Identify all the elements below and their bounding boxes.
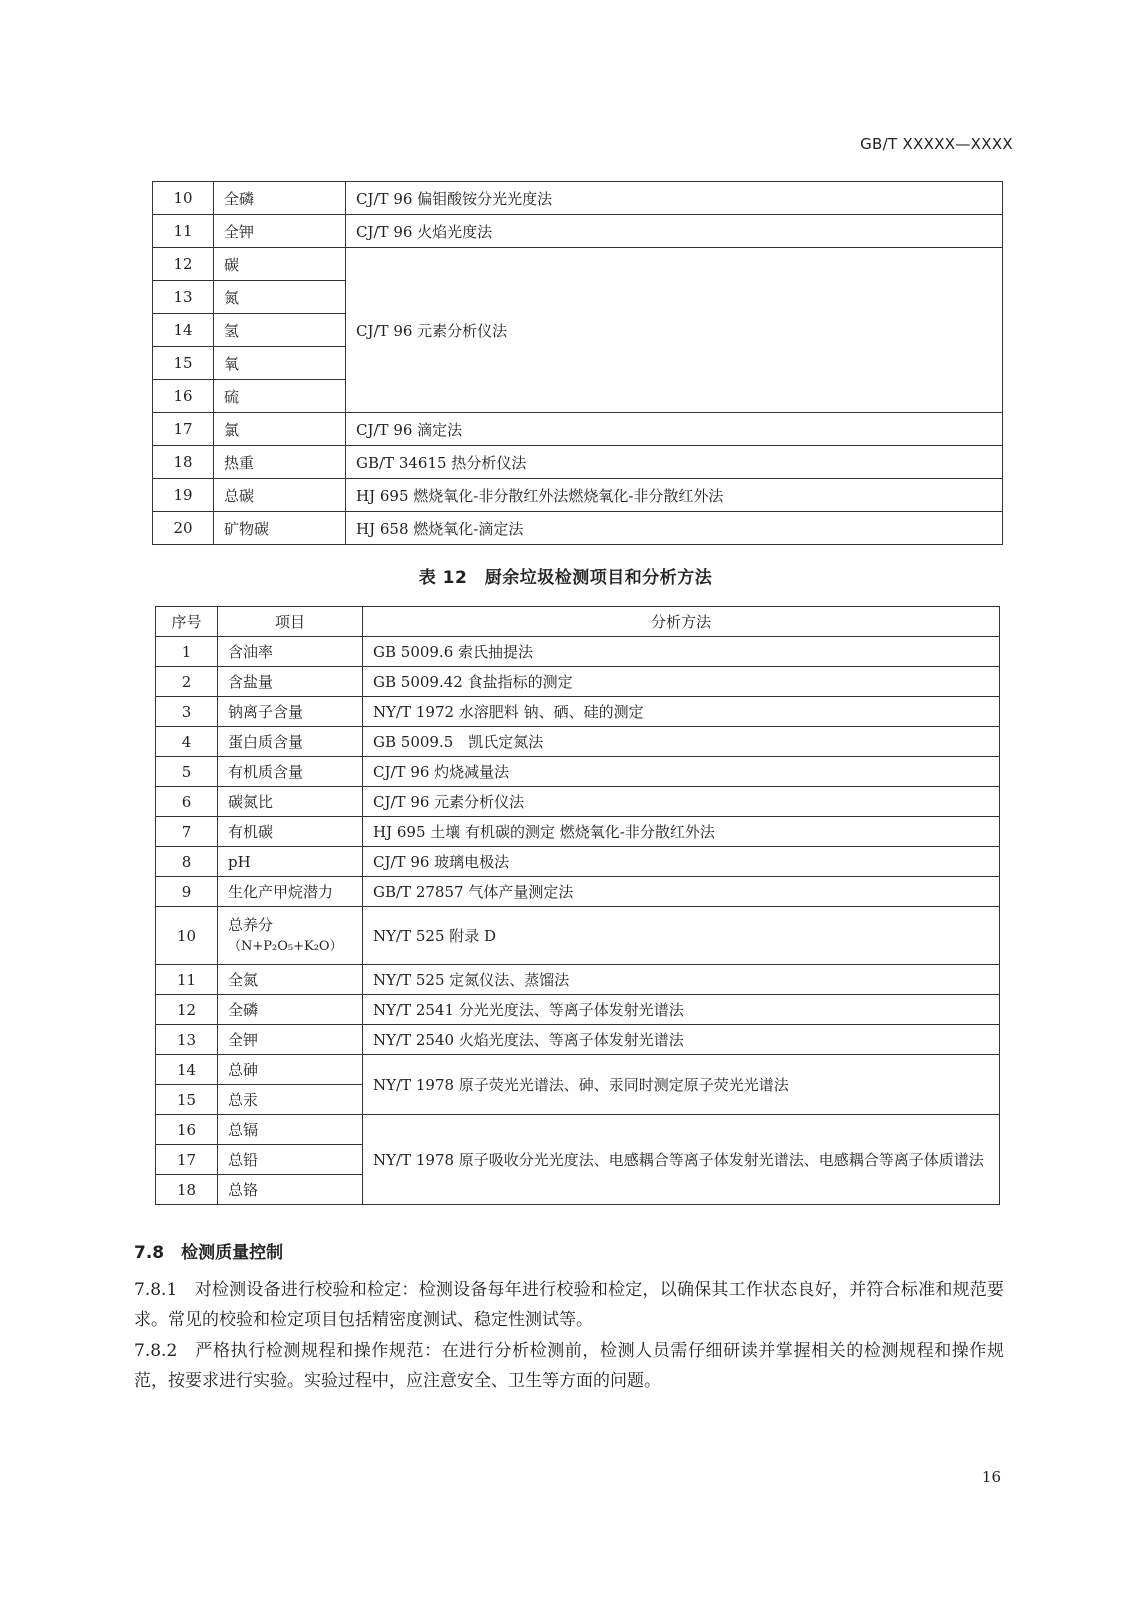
- item-cell: 全钾: [214, 215, 346, 248]
- item-cell: 总镉: [218, 1115, 363, 1145]
- item-cell: 氯: [214, 413, 346, 446]
- table-row: [156, 1055, 1000, 1085]
- paragraph-7-8-1: 7.8.1 对检测设备进行校验和检定：检测设备每年进行校验和检定，以确保其工作状态良好，并符合标准和规范要求。常见的校验和检定项目包括精密度测试、稳定性测试等。: [134, 1280, 1004, 1330]
- method-cell: GB 5009.42 食盐指标的测定: [363, 667, 1000, 697]
- row-number: 20: [153, 512, 214, 545]
- column-header-item: 项目: [218, 607, 363, 637]
- row-number: 15: [156, 1085, 218, 1115]
- row-number: 17: [156, 1145, 218, 1175]
- method-cell: CJ/T 96 滴定法: [346, 413, 1003, 446]
- table-row: [156, 1115, 1000, 1145]
- table-caption: 表 12 厨余垃圾检测项目和分析方法: [418, 568, 713, 588]
- row-number: 3: [156, 697, 218, 727]
- row-number: 13: [153, 281, 214, 314]
- row-number: 16: [156, 1115, 218, 1145]
- row-number: 6: [156, 787, 218, 817]
- table-row: [153, 413, 1003, 446]
- item-cell: 总碳: [214, 479, 346, 512]
- row-number: 13: [156, 1025, 218, 1055]
- method-cell: CJ/T 96 偏钼酸铵分光光度法: [346, 182, 1003, 215]
- row-number: 5: [156, 757, 218, 787]
- row-number: 18: [153, 446, 214, 479]
- item-cell: pH: [218, 847, 363, 877]
- item-cell: [218, 907, 363, 965]
- method-cell: GB/T 34615 热分析仪法: [346, 446, 1003, 479]
- item-cell: 蛋白质含量: [218, 727, 363, 757]
- table-row: [156, 995, 1000, 1025]
- method-cell: CJ/T 96 玻璃电极法: [363, 847, 1000, 877]
- section-title: 7.8 检测质量控制: [134, 1243, 284, 1263]
- method-table-continued: [152, 181, 1003, 545]
- table-row: [156, 697, 1000, 727]
- item-cell: 钠离子含量: [218, 697, 363, 727]
- item-cell: 有机碳: [218, 817, 363, 847]
- table-row: [156, 965, 1000, 995]
- row-number: 16: [153, 380, 214, 413]
- table-row: [156, 667, 1000, 697]
- table-row: [156, 727, 1000, 757]
- row-number: 4: [156, 727, 218, 757]
- method-cell: GB 5009.6 索氏抽提法: [363, 637, 1000, 667]
- row-number: 7: [156, 817, 218, 847]
- row-number: 9: [156, 877, 218, 907]
- method-cell: NY/T 2541 分光光度法、等离子体发射光谱法: [363, 995, 1000, 1025]
- row-number: 19: [153, 479, 214, 512]
- row-number: 1: [156, 637, 218, 667]
- method-cell: NY/T 1972 水溶肥料 钠、硒、硅的测定: [363, 697, 1000, 727]
- item-cell: 总铬: [218, 1175, 363, 1205]
- table-row: [153, 479, 1003, 512]
- item-cell: 全氮: [218, 965, 363, 995]
- item-cell: 硫: [214, 380, 346, 413]
- table-row: [156, 637, 1000, 667]
- table-row: [156, 847, 1000, 877]
- row-number: 12: [156, 995, 218, 1025]
- method-cell: GB/T 27857 气体产量测定法: [363, 877, 1000, 907]
- row-number: 2: [156, 667, 218, 697]
- table-row: [153, 182, 1003, 215]
- item-cell: 含油率: [218, 637, 363, 667]
- table-row: [153, 512, 1003, 545]
- method-cell: HJ 695 土壤 有机碳的测定 燃烧氧化-非分散红外法: [363, 817, 1000, 847]
- item-cell: 总铅: [218, 1145, 363, 1175]
- table-row: [153, 446, 1003, 479]
- method-cell: GB 5009.5 凯氏定氮法: [363, 727, 1000, 757]
- page-number: 16: [981, 1468, 1001, 1486]
- standard-code: GB/T XXXXX—XXXX: [860, 135, 1013, 153]
- method-cell: HJ 658 燃烧氧化-滴定法: [346, 512, 1003, 545]
- item-cell: 氮: [214, 281, 346, 314]
- kitchen-waste-method-table: [155, 606, 1000, 1205]
- table-row: [156, 817, 1000, 847]
- table-row: [156, 787, 1000, 817]
- item-name: 总养分: [228, 915, 274, 934]
- method-cell: NY/T 1978 原子荧光光谱法、砷、汞同时测定原子荧光光谱法: [363, 1055, 1000, 1115]
- nutrient-formula: （N+P₂O₅+K₂O）: [228, 938, 343, 954]
- table-row: [153, 248, 1003, 281]
- table-header-row: [156, 607, 1000, 637]
- item-cell: 含盐量: [218, 667, 363, 697]
- method-cell: NY/T 525 定氮仪法、蒸馏法: [363, 965, 1000, 995]
- method-cell: HJ 695 燃烧氧化-非分散红外法燃烧氧化-非分散红外法: [346, 479, 1003, 512]
- row-number: 11: [156, 965, 218, 995]
- item-cell: 氧: [214, 347, 346, 380]
- item-cell: 全钾: [218, 1025, 363, 1055]
- method-cell: CJ/T 96 元素分析仪法: [346, 248, 1003, 413]
- item-cell: 矿物碳: [214, 512, 346, 545]
- method-cell: CJ/T 96 火焰光度法: [346, 215, 1003, 248]
- item-cell: 生化产甲烷潜力: [218, 877, 363, 907]
- row-number: 14: [156, 1055, 218, 1085]
- row-number: 8: [156, 847, 218, 877]
- column-header-method: 分析方法: [363, 607, 1000, 637]
- table-row: [156, 877, 1000, 907]
- row-number: 14: [153, 314, 214, 347]
- row-number: 10: [156, 907, 218, 965]
- item-cell: 总汞: [218, 1085, 363, 1115]
- item-cell: 总砷: [218, 1055, 363, 1085]
- item-cell: 碳氮比: [218, 787, 363, 817]
- table-row: [156, 907, 1000, 965]
- row-number: 10: [153, 182, 214, 215]
- row-number: 17: [153, 413, 214, 446]
- method-cell: NY/T 525 附录 D: [363, 907, 1000, 965]
- method-cell: NY/T 2540 火焰光度法、等离子体发射光谱法: [363, 1025, 1000, 1055]
- item-cell: 碳: [214, 248, 346, 281]
- item-cell: 氢: [214, 314, 346, 347]
- row-number: 11: [153, 215, 214, 248]
- item-cell: 全磷: [218, 995, 363, 1025]
- row-number: 12: [153, 248, 214, 281]
- method-cell: CJ/T 96 灼烧减量法: [363, 757, 1000, 787]
- row-number: 15: [153, 347, 214, 380]
- paragraph-7-8-2: 7.8.2 严格执行检测规程和操作规范：在进行分析检测前，检测人员需仔细研读并掌握相关的检测规程和操作规范，按要求进行实验。实验过程中，应注意安全、卫生等方面的问题。: [134, 1341, 1004, 1391]
- item-cell: 热重: [214, 446, 346, 479]
- column-header-no: 序号: [156, 607, 218, 637]
- row-number: 18: [156, 1175, 218, 1205]
- method-cell: CJ/T 96 元素分析仪法: [363, 787, 1000, 817]
- table-row: [156, 1025, 1000, 1055]
- table-row: [153, 215, 1003, 248]
- table-row: [156, 757, 1000, 787]
- item-cell: 全磷: [214, 182, 346, 215]
- item-cell: 有机质含量: [218, 757, 363, 787]
- method-cell: NY/T 1978 原子吸收分光光度法、电感耦合等离子体发射光谱法、电感耦合等离子体质谱法: [363, 1115, 1000, 1205]
